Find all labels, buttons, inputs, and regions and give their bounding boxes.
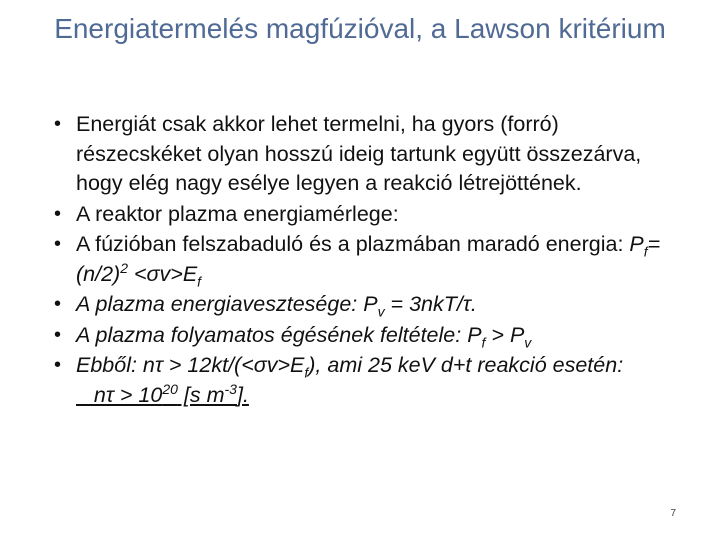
formula-subscript: f — [481, 333, 486, 350]
bullet-dot-icon: • — [54, 113, 62, 135]
formula-part: =(n/2) — [76, 232, 661, 286]
bullet-dot-icon: • — [54, 354, 62, 376]
page-number: 7 — [670, 508, 676, 519]
formula-superscript: 2 — [120, 259, 129, 276]
bullet-text: A fúzióban felszabaduló és a plazmában maradó energia: — [76, 232, 630, 256]
formula-part: ]. — [236, 382, 249, 407]
slide-title: Energiatermelés magfúzióval, a Lawson kritérium — [54, 13, 666, 44]
formula-part: nτ > 10 — [76, 382, 163, 407]
formula-subscript: f — [643, 243, 648, 260]
bullet-lawson-criterion — [54, 351, 674, 410]
bullet-text: A plazma folyamatos égésének feltétele: P — [76, 322, 482, 347]
formula-subscript: f — [197, 272, 202, 289]
bullet-energy-balance — [54, 200, 674, 230]
formula-part: ), ami 25 keV d+t reakció esetén: — [308, 353, 624, 377]
bullet-list — [54, 110, 674, 411]
bullet-fusion-energy — [54, 230, 674, 289]
formula-part: <σv>E — [128, 261, 198, 286]
bullet-dot-icon: • — [54, 202, 62, 225]
formula-p: P — [629, 232, 644, 256]
bullet-dot-icon: • — [54, 323, 62, 346]
bullet-energy-condition — [54, 110, 674, 199]
formula-part: > P — [485, 322, 525, 347]
formula-underlined-part — [76, 380, 249, 407]
formula-superscript: -3 — [224, 380, 237, 397]
formula-subscript: v — [524, 333, 532, 350]
formula-superscript: 20 — [162, 380, 178, 397]
bullet-burning-condition — [54, 321, 674, 351]
bullet-text: A reaktor plazma energiamérlege: — [76, 201, 399, 226]
formula-subscript: f — [304, 364, 309, 381]
bullet-energy-loss — [54, 290, 674, 320]
formula-subscript: v — [377, 303, 385, 320]
bullet-text: Ebből: nτ > 12kt/(<σv>E — [76, 353, 305, 377]
bullet-dot-icon: • — [54, 233, 62, 255]
bullet-text: Energiát csak akkor lehet termelni, ha gyors (forró) részecskéket olyan hosszú ideig tartunk együtt összezárva, hogy elég nagy esélye legyen a reakció létrejöttének. — [76, 112, 642, 195]
formula-part: [s m — [177, 382, 225, 407]
bullet-text: A plazma energiavesztesége: P — [76, 292, 378, 316]
bullet-dot-icon: • — [54, 293, 62, 315]
formula-part: = 3nkT/τ. — [384, 292, 477, 316]
